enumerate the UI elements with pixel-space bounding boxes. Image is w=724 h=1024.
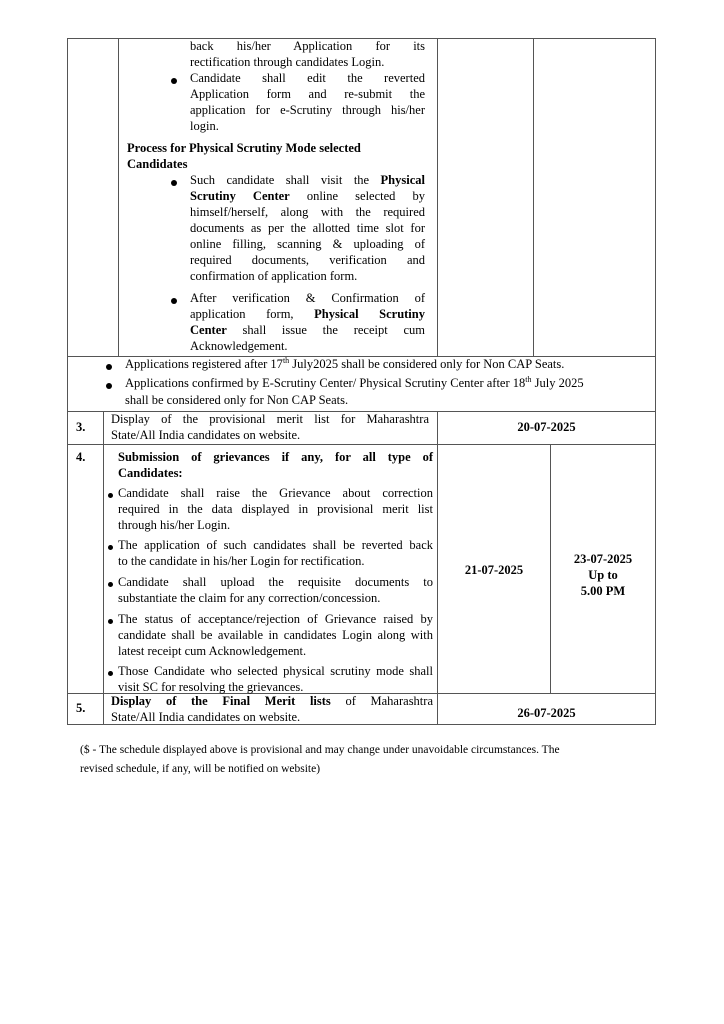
text-line: required documents, verification and (190, 253, 425, 267)
bullet-icon (171, 78, 177, 84)
heading-line: Process for Physical Scrutiny Mode selected (127, 141, 361, 155)
text-line: Such candidate shall visit the Physical (190, 173, 425, 187)
bullet-icon (171, 180, 177, 186)
text-line: visit SC for resolving the grievances. (118, 680, 304, 694)
text-line: Candidate shall upload the requisite documents to (118, 575, 433, 589)
text-line: Display of the provisional merit list for Maharashtra (111, 412, 429, 426)
text-line: rectification through candidates Login. (190, 55, 385, 69)
bullet-icon (171, 298, 177, 304)
note-registered: Applications registered after 17th July2025 shall be considered only for Non CAP Seats. (125, 356, 565, 371)
heading-line: Candidates (127, 157, 188, 171)
text-line: documents as per the allotted time slot for (190, 221, 425, 235)
text-line: to the candidate in his/her Login for rectification. (118, 554, 365, 568)
bullet-icon (108, 493, 113, 498)
end-date-line: 23-07-2025 (573, 552, 633, 566)
display-date: 20-07-2025 (517, 420, 576, 434)
text-line: candidate shall be available in candidates Login along with (118, 628, 433, 642)
text-line: State/All India candidates on website. (111, 428, 301, 442)
text-line: Application form and re-submit the (190, 87, 425, 101)
text-line: latest receipt cum Acknowledgement. (118, 644, 307, 658)
text-line: login. (190, 119, 219, 133)
text-line: Scrutiny Center online selected by (190, 189, 425, 203)
row-number: 4. (76, 450, 86, 464)
final-merit-date: 26-07-2025 (517, 706, 576, 720)
text-line: substantiate the claim for any correction/concession. (118, 591, 381, 605)
text-line: Candidate shall edit the reverted (190, 71, 425, 85)
text-line: application form, Physical Scrutiny (190, 307, 425, 321)
start-date: 21-07-2025 (464, 563, 524, 577)
end-date-line: 5.00 PM (580, 584, 626, 598)
text-line: confirmation of application form. (190, 269, 358, 283)
text-line: After verification & Confirmation of (190, 291, 425, 305)
bullet-icon (108, 545, 113, 550)
footnote-line: revised schedule, if any, will be notified on website) (80, 763, 321, 775)
text-line: Display of the Final Merit lists of Maharashtra (111, 694, 433, 708)
text-line: State/All India candidates on website. (111, 710, 301, 724)
end-date-line: Up to (588, 568, 618, 582)
text-line: The status of acceptance/rejection of Grievance raised by (118, 612, 433, 626)
text-line: application for e-Scrutiny through his/her (190, 103, 425, 117)
footnote-line: ($ - The schedule displayed above is provisional and may change under unavoidable circumstances. The (80, 744, 560, 756)
text-line: required in the data displayed in provisional merit list (118, 502, 433, 516)
row-number: 3. (76, 420, 86, 434)
note-confirmed-line2: shall be considered only for Non CAP Seats. (125, 393, 349, 407)
text-line: Candidate shall raise the Grievance about correction (118, 486, 433, 500)
text-line: back his/her Application for its (190, 39, 425, 53)
text-line: The application of such candidates shall be reverted back (118, 538, 433, 552)
text-line: Those Candidate who selected physical scrutiny mode shall (118, 664, 433, 678)
bullet-icon (106, 383, 112, 389)
text-line: online filling, scanning & uploading of (190, 237, 425, 251)
row-number: 5. (76, 701, 86, 715)
text-line: himself/herself, along with the required (190, 205, 425, 219)
bullet-icon (108, 619, 113, 624)
note-confirmed: Applications confirmed by E-Scrutiny Center/ Physical Scrutiny Center after 18th July 2025 (125, 375, 584, 390)
text-line: through his/her Login. (118, 518, 231, 532)
bullet-icon (108, 582, 113, 587)
heading-line: Candidates: (118, 466, 183, 480)
text-line: Acknowledgement. (190, 339, 288, 353)
bullet-icon (108, 671, 113, 676)
heading-line: Submission of grievances if any, for all type of (118, 450, 433, 464)
bullet-icon (106, 364, 112, 370)
text-line: Center shall issue the receipt cum (190, 323, 425, 337)
